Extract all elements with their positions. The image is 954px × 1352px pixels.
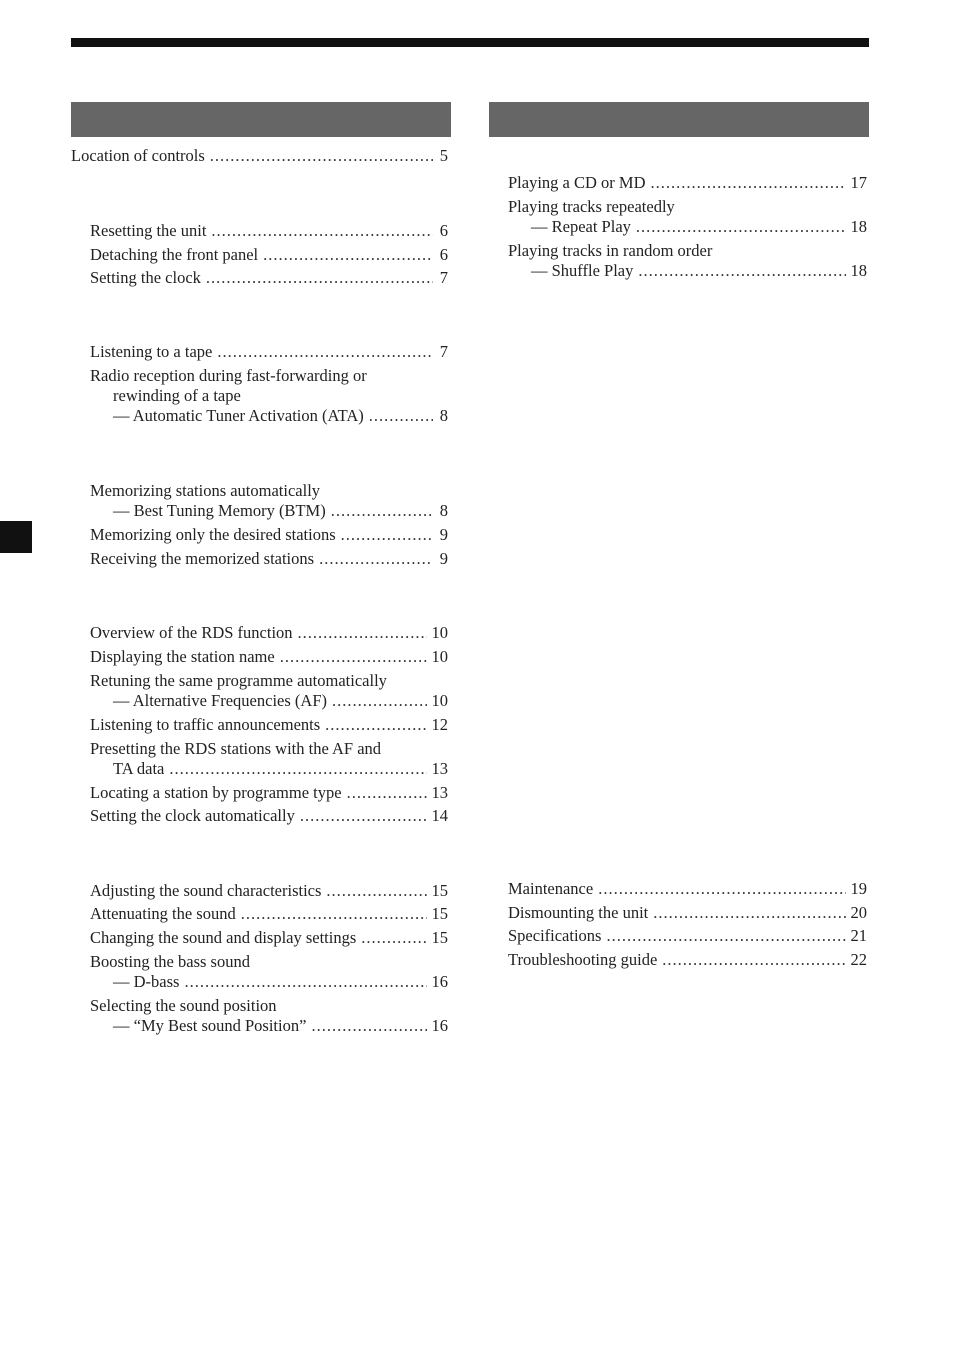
dot-leader (326, 881, 426, 901)
toc-entry-title: — Automatic Tuner Activation (ATA) (113, 406, 364, 425)
dot-leader (319, 549, 433, 569)
toc-entry-title: — Alternative Frequencies (AF) (113, 691, 327, 710)
toc-entry[interactable] (90, 996, 448, 1036)
toc-page-number: 7 (439, 342, 448, 361)
toc-entry[interactable] (90, 806, 448, 826)
toc-entry-title: — Best Tuning Memory (BTM) (113, 501, 326, 520)
toc-entry[interactable] (90, 221, 448, 241)
toc-page-number: 15 (431, 881, 448, 900)
toc-entry[interactable] (90, 715, 448, 735)
dot-leader (298, 623, 427, 643)
toc-entry-title-line: Retuning the same programme automatically (90, 671, 387, 690)
toc-entry[interactable] (90, 481, 448, 521)
toc-entry[interactable] (90, 245, 448, 265)
dot-leader (217, 342, 433, 362)
toc-page-number: 18 (850, 217, 867, 236)
toc-entry-title: Troubleshooting guide (508, 950, 658, 969)
toc-page-number: 9 (439, 549, 448, 568)
dot-leader (300, 806, 427, 826)
toc-entry-title: Dismounting the unit (508, 903, 649, 922)
dot-leader (651, 173, 846, 193)
toc-page-number: 9 (439, 525, 448, 544)
toc-entry-title: Changing the sound and display settings (90, 928, 357, 947)
toc-entry-title-line: Selecting the sound position (90, 996, 277, 1015)
toc-entry[interactable] (508, 879, 867, 899)
toc-entry-title: Displaying the station name (90, 647, 275, 666)
toc-entry-title: Location of controls (71, 146, 205, 165)
toc-entry[interactable] (508, 241, 867, 281)
dot-leader (280, 647, 427, 667)
toc-page-number: 15 (431, 928, 448, 947)
toc-page-number: 18 (850, 261, 867, 280)
toc-entry-title: Listening to a tape (90, 342, 213, 361)
dot-leader (169, 759, 426, 779)
toc-page-number: 6 (439, 221, 448, 240)
dot-leader (662, 950, 845, 970)
toc-entry[interactable] (90, 268, 448, 288)
dot-leader (361, 928, 426, 948)
toc-entry-title-line: Memorizing stations automatically (90, 481, 321, 500)
toc-entry-title: Locating a station by programme type (90, 783, 342, 802)
toc-entry-title-line: Radio reception during fast-forwarding or (90, 366, 367, 385)
dot-leader (369, 406, 433, 426)
toc-page-number: 14 (431, 806, 448, 825)
toc-entry[interactable] (90, 904, 448, 924)
dot-leader (211, 221, 433, 241)
toc-page-number: 10 (431, 691, 448, 710)
toc-entry[interactable] (90, 366, 448, 426)
toc-page-number: 6 (439, 245, 448, 264)
toc-entry[interactable] (508, 926, 867, 946)
toc-entry-title: — “My Best sound Position” (113, 1016, 307, 1035)
toc-entry[interactable] (71, 146, 448, 166)
section-header-bar-left (71, 102, 451, 137)
toc-entry-title: Maintenance (508, 879, 594, 898)
toc-entry[interactable] (90, 881, 448, 901)
dot-leader (241, 904, 427, 924)
toc-entry[interactable] (90, 928, 448, 948)
toc-entry-title-line: Presetting the RDS stations with the AF and (90, 739, 382, 758)
toc-page-number: 12 (431, 715, 448, 734)
dot-leader (311, 1016, 426, 1036)
toc-entry[interactable] (90, 342, 448, 362)
toc-page-number: 20 (850, 903, 867, 922)
toc-page-number: 13 (431, 759, 448, 778)
toc-page-number: 16 (431, 1016, 448, 1035)
dot-leader (263, 245, 433, 265)
toc-entry[interactable] (508, 173, 867, 193)
toc-entry-title: Detaching the front panel (90, 245, 259, 264)
dot-leader (636, 217, 846, 237)
dot-leader (347, 783, 427, 803)
toc-page-number: 15 (431, 904, 448, 923)
dot-leader (653, 903, 845, 923)
toc-page-number: 8 (439, 501, 448, 520)
toc-entry-title: Setting the clock (90, 268, 201, 287)
toc-entry-title-line: rewinding of a tape (113, 386, 241, 405)
toc-page-number: 8 (439, 406, 448, 425)
toc-entry[interactable] (90, 623, 448, 643)
toc-entry[interactable] (90, 525, 448, 545)
toc-page-number: 19 (850, 879, 867, 898)
toc-page-number: 7 (439, 268, 448, 287)
toc-entry[interactable] (508, 903, 867, 923)
toc-entry-title: Resetting the unit (90, 221, 207, 240)
dot-leader (331, 501, 433, 521)
toc-entry-title: Playing a CD or MD (508, 173, 646, 192)
toc-entry[interactable] (90, 952, 448, 992)
toc-entry-title: TA data (113, 759, 165, 778)
toc-page-number: 22 (850, 950, 867, 969)
toc-page-number: 13 (431, 783, 448, 802)
dot-leader (332, 691, 427, 711)
toc-entry-title: Memorizing only the desired stations (90, 525, 336, 544)
toc-entry-title: — Shuffle Play (531, 261, 634, 280)
toc-entry[interactable] (90, 647, 448, 667)
toc-entry-title-line: Boosting the bass sound (90, 952, 250, 971)
toc-page-number: 5 (439, 146, 448, 165)
dot-leader (206, 268, 433, 288)
toc-entry-title-line: Playing tracks repeatedly (508, 197, 675, 216)
dot-leader (341, 525, 433, 545)
toc-page-number: 21 (850, 926, 867, 945)
toc-entry[interactable] (508, 950, 867, 970)
dot-leader (210, 146, 433, 166)
toc-entry-title: Specifications (508, 926, 602, 945)
dot-leader (184, 972, 426, 992)
dot-leader (638, 261, 845, 281)
toc-entry[interactable] (90, 783, 448, 803)
toc-entry-title: Listening to traffic announcements (90, 715, 321, 734)
toc-page-number: 16 (431, 972, 448, 991)
top-rule (71, 38, 869, 47)
toc-entry-title: Attenuating the sound (90, 904, 236, 923)
toc-entry-title: — D-bass (113, 972, 180, 991)
toc-entry-title: Setting the clock automatically (90, 806, 295, 825)
toc-entry-title: Receiving the memorized stations (90, 549, 315, 568)
toc-entry[interactable] (90, 671, 448, 711)
toc-page-number: 10 (431, 623, 448, 642)
toc-entry-title: — Repeat Play (531, 217, 631, 236)
toc-entry-title: Adjusting the sound characteristics (90, 881, 322, 900)
side-tab-marker (0, 521, 32, 553)
dot-leader (598, 879, 845, 899)
toc-entry-title-line: Playing tracks in random order (508, 241, 713, 260)
toc-entry[interactable] (90, 739, 448, 779)
toc-page-number: 10 (431, 647, 448, 666)
toc-entry[interactable] (90, 549, 448, 569)
toc-page-number: 17 (850, 173, 867, 192)
toc-entry-title: Overview of the RDS function (90, 623, 293, 642)
dot-leader (325, 715, 426, 735)
section-header-bar-right (489, 102, 869, 137)
toc-entry[interactable] (508, 197, 867, 237)
dot-leader (606, 926, 845, 946)
